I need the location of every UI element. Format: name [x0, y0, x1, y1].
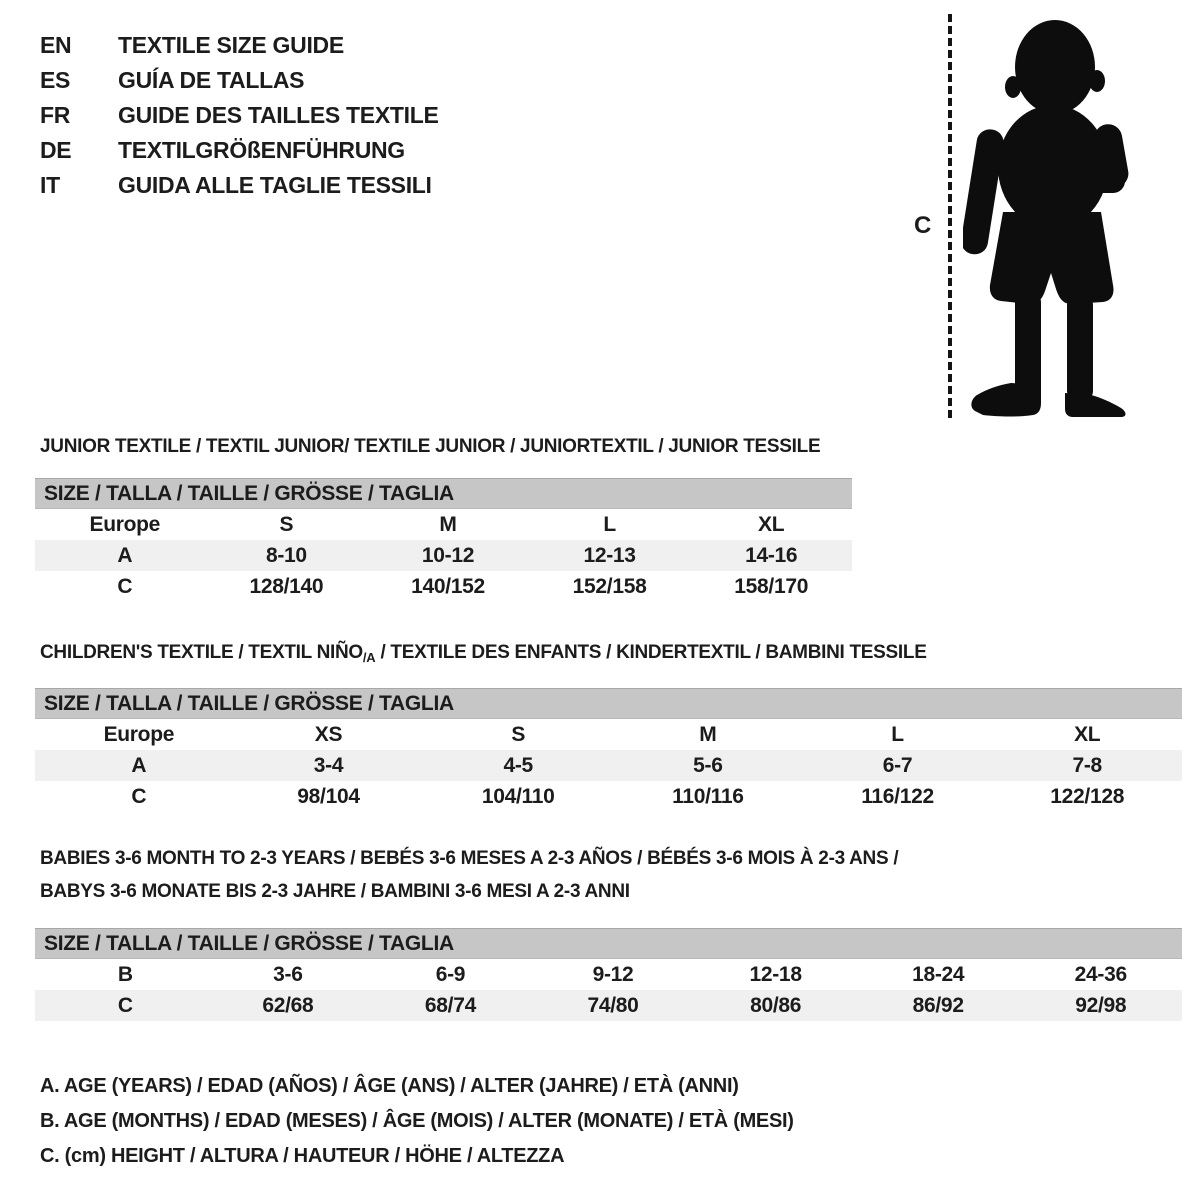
note-age-months: B. AGE (MONTHS) / EDAD (MESES) / ÂGE (MOIS) / ALTER (MONATE) / ETÀ (MESI)	[40, 1110, 794, 1132]
language-code: ES	[40, 67, 71, 93]
region-label: Europe	[89, 512, 161, 536]
size-header-bar: SIZE / TALLA / TAILLE / GRÖSSE / TAGLIA	[35, 478, 852, 509]
babies-heading-line2: BABYS 3-6 MONATE BIS 2-3 JAHRE / BAMBINI 3-6 MESI A 2-3 ANNI	[40, 881, 630, 902]
table-cell: 10-12	[421, 543, 475, 567]
language-title: GUIDE DES TAILLES TEXTILE	[118, 102, 439, 128]
size-column-header: XL	[1074, 722, 1101, 746]
size-column-header: XS	[314, 722, 343, 746]
size-column-header: XL	[758, 512, 785, 536]
table-cell: 9-12	[592, 962, 634, 986]
row-label: C	[117, 574, 133, 598]
table-row-months	[35, 959, 1182, 990]
table-cell: 140/152	[411, 574, 485, 598]
table-cell: 92/98	[1075, 993, 1127, 1017]
table-row-region	[35, 509, 852, 540]
row-label: A	[117, 543, 133, 567]
table-row-age	[35, 540, 852, 571]
language-header	[40, 28, 439, 203]
table-cell: 5-6	[693, 753, 723, 777]
language-row-es	[40, 63, 439, 98]
babies-heading-line1: BABIES 3-6 MONTH TO 2-3 YEARS / BEBÉS 3-6 MESES A 2-3 AÑOS / BÉBÉS 3-6 MOIS À 2-3 ANS /	[40, 848, 899, 869]
table-cell: 4-5	[503, 753, 533, 777]
table-cell: 98/104	[297, 784, 360, 808]
children-heading-sub: /A	[362, 650, 376, 665]
table-cell: 8-10	[265, 543, 307, 567]
junior-size-table	[35, 478, 852, 602]
table-cell: 128/140	[249, 574, 324, 598]
table-cell: 104/110	[481, 784, 555, 808]
note-age-years: A. AGE (YEARS) / EDAD (AÑOS) / ÂGE (ANS) / ALTER (JAHRE) / ETÀ (ANNI)	[40, 1075, 739, 1097]
table-cell: 116/122	[861, 784, 934, 808]
size-column-header: M	[439, 512, 457, 536]
language-title: TEXTILE SIZE GUIDE	[118, 32, 344, 58]
table-cell: 86/92	[912, 993, 964, 1017]
row-label: C	[131, 784, 147, 808]
language-title: GUÍA DE TALLAS	[118, 67, 305, 93]
children-heading-text: CHILDREN'S TEXTILE / TEXTIL NIÑO	[40, 642, 363, 663]
size-column-header: S	[511, 722, 526, 746]
size-column-header: M	[699, 722, 717, 746]
language-title: TEXTILGRÖßENFÜHRUNG	[118, 137, 405, 163]
babies-size-table	[35, 928, 1182, 1021]
language-code: EN	[40, 32, 72, 58]
table-cell: 110/116	[672, 784, 744, 808]
language-code: DE	[40, 137, 72, 163]
height-measure-label: C	[914, 212, 932, 239]
table-cell: 158/170	[734, 574, 809, 598]
row-label: B	[117, 962, 133, 986]
babies-section-heading	[40, 842, 898, 908]
language-code: FR	[40, 102, 71, 128]
table-cell: 122/128	[1050, 784, 1125, 808]
legend-notes	[40, 1069, 794, 1174]
table-cell: 74/80	[587, 993, 639, 1017]
table-row-region	[35, 719, 1182, 750]
language-code: IT	[40, 172, 60, 198]
language-row-it	[40, 168, 439, 203]
row-label: A	[131, 753, 147, 777]
table-cell: 68/74	[424, 993, 476, 1017]
language-row-fr	[40, 98, 439, 133]
table-cell: 6-7	[882, 753, 913, 777]
table-cell: 3-6	[273, 962, 303, 986]
size-header-bar: SIZE / TALLA / TAILLE / GRÖSSE / TAGLIA	[35, 688, 1182, 719]
table-cell: 24-36	[1074, 962, 1127, 986]
children-size-table	[35, 688, 1182, 812]
table-cell: 3-4	[313, 753, 344, 777]
size-header-bar: SIZE / TALLA / TAILLE / GRÖSSE / TAGLIA	[35, 928, 1182, 959]
children-heading-text: / TEXTILE DES ENFANTS / KINDERTEXTIL / BAMBINI TESSILE	[375, 642, 927, 663]
table-cell: 18-24	[912, 962, 965, 986]
children-section-heading	[40, 642, 927, 664]
table-cell: 12-18	[749, 962, 802, 986]
note-height-cm: C. (cm) HEIGHT / ALTURA / HAUTEUR / HÖHE / ALTEZZA	[40, 1145, 565, 1167]
height-measure-line	[948, 14, 952, 418]
language-row-en	[40, 28, 439, 63]
table-row-height	[35, 571, 852, 602]
table-cell: 6-9	[435, 962, 466, 986]
toddler-silhouette-icon	[963, 17, 1133, 417]
language-title: GUIDA ALLE TAGLIE TESSILI	[118, 172, 432, 198]
language-row-de	[40, 133, 439, 168]
table-cell: 80/86	[750, 993, 802, 1017]
size-column-header: L	[891, 722, 904, 746]
table-cell: 7-8	[1072, 753, 1102, 777]
table-cell: 14-16	[745, 543, 798, 567]
junior-section-heading: JUNIOR TEXTILE / TEXTIL JUNIOR/ TEXTILE JUNIOR / JUNIORTEXTIL / JUNIOR TESSILE	[40, 436, 821, 457]
size-column-header: L	[603, 512, 616, 536]
table-row-age	[35, 750, 1182, 781]
table-cell: 152/158	[572, 574, 647, 598]
table-cell: 62/68	[262, 993, 314, 1017]
table-cell: 12-13	[583, 543, 636, 567]
table-row-height	[35, 990, 1182, 1021]
row-label: C	[117, 993, 133, 1017]
region-label: Europe	[103, 722, 175, 746]
table-row-height	[35, 781, 1182, 812]
size-column-header: S	[279, 512, 294, 536]
